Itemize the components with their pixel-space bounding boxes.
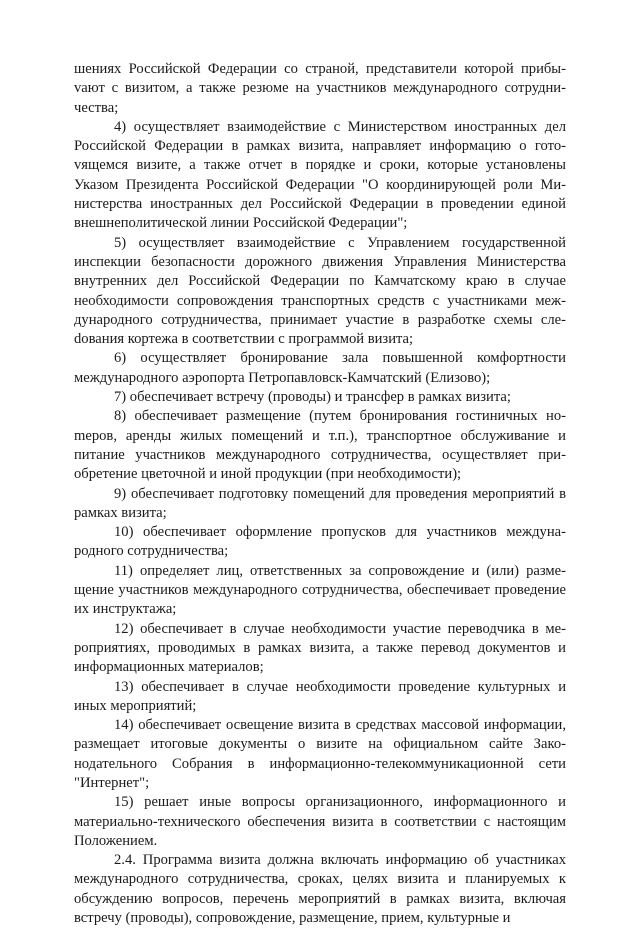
- paragraph-item-7: 7) обеспечивает встречу (проводы) и трансфер в рамках визита;: [114, 389, 511, 406]
- document-page: [74, 60, 566, 928]
- paragraph-item-13: 13) обеспечивает в случае необходимости проведение культурных и иных мероприятий;: [74, 678, 566, 714]
- paragraph-item-14: 14) обеспечивает освещение визита в средствах массовой информации, размещает итоговые документы о визите на официальном сайте Законодательного Собрания в информационно-телекоммуникационной сети "Интернет";: [74, 717, 566, 791]
- paragraph-item-15: 15) решает иные вопросы организационного, информационного и материально-технического обеспечения визита в соответствии с настоящим Положением.: [74, 794, 566, 849]
- paragraph-item-12: 12) обеспечивает в случае необходимости участие переводчика в мероприятиях, проводимых в рамках визита, а также перевод документов и информационных материалов;: [74, 620, 566, 676]
- paragraph-item-6: 6) осуществляет бронирование зала повышенной комфортности международного аэропорта Петропавловск-Камчатский (Елизово);: [74, 350, 566, 386]
- paragraph-item-10: 10) обеспечивает оформление пропусков для участников международного сотрудничества;: [74, 524, 566, 560]
- paragraph-item-9: 9) обеспечивает подготовку помещений для проведения мероприятий в рамках визита;: [74, 485, 566, 521]
- paragraph-continuation: шениях Российской Федерации со страной, представители которой прибыvают с визитом, а также резюме на участников международного сотрудничества;: [74, 61, 566, 116]
- paragraph-item-5: 5) осуществляет взаимодействие с Управлением государственной инспекции безопасности дорожного движения Управления Министерства внутренних дел Российской Федерации по Камчатскому краю в случае необходимости сопровождения транспортных средств с участниками международного сотрудничества, принимает участие в разработке схемы слеdования кортежа в соответствии с программой визита;: [74, 234, 566, 348]
- paragraph-item-11: 11) определяет лиц, ответственных за сопровождение и (или) размещение участников международного сотрудничества, обеспечивает проведение их инструктажа;: [74, 562, 566, 618]
- paragraph-item-8: 8) обеспечивает размещение (путем бронирования гостиничных ноmеров, аренды жилых помещений и т.п.), транспортное обслуживание и питание участников международного сотрудничества, осуществляет приобретение цветочной и иной продукции (при необходимости);: [74, 408, 566, 483]
- paragraph-item-4: 4) осуществляет взаимодействие с Министерством иностранных дел Российской Федерации в рамках визита, направляет информацию о готоvящемся визите, а также отчет в порядке и сроки, которые установлены Указом Президента Российской Федерации "О координирующей роли Министерства иностранных дел Российской Федерации в проведении единой внешнеполитической линии Российской Федерации";: [74, 118, 566, 232]
- paragraph-section-2-4: 2.4. Программа визита должна включать информацию об участниках международного сотрудничества, сроках, целях визита и планируемых к обсуждению вопросов, перечень мероприятий в рамках визита, включая встречу (проводы), сопровождение, размещение, прием, культурные и: [74, 852, 566, 927]
